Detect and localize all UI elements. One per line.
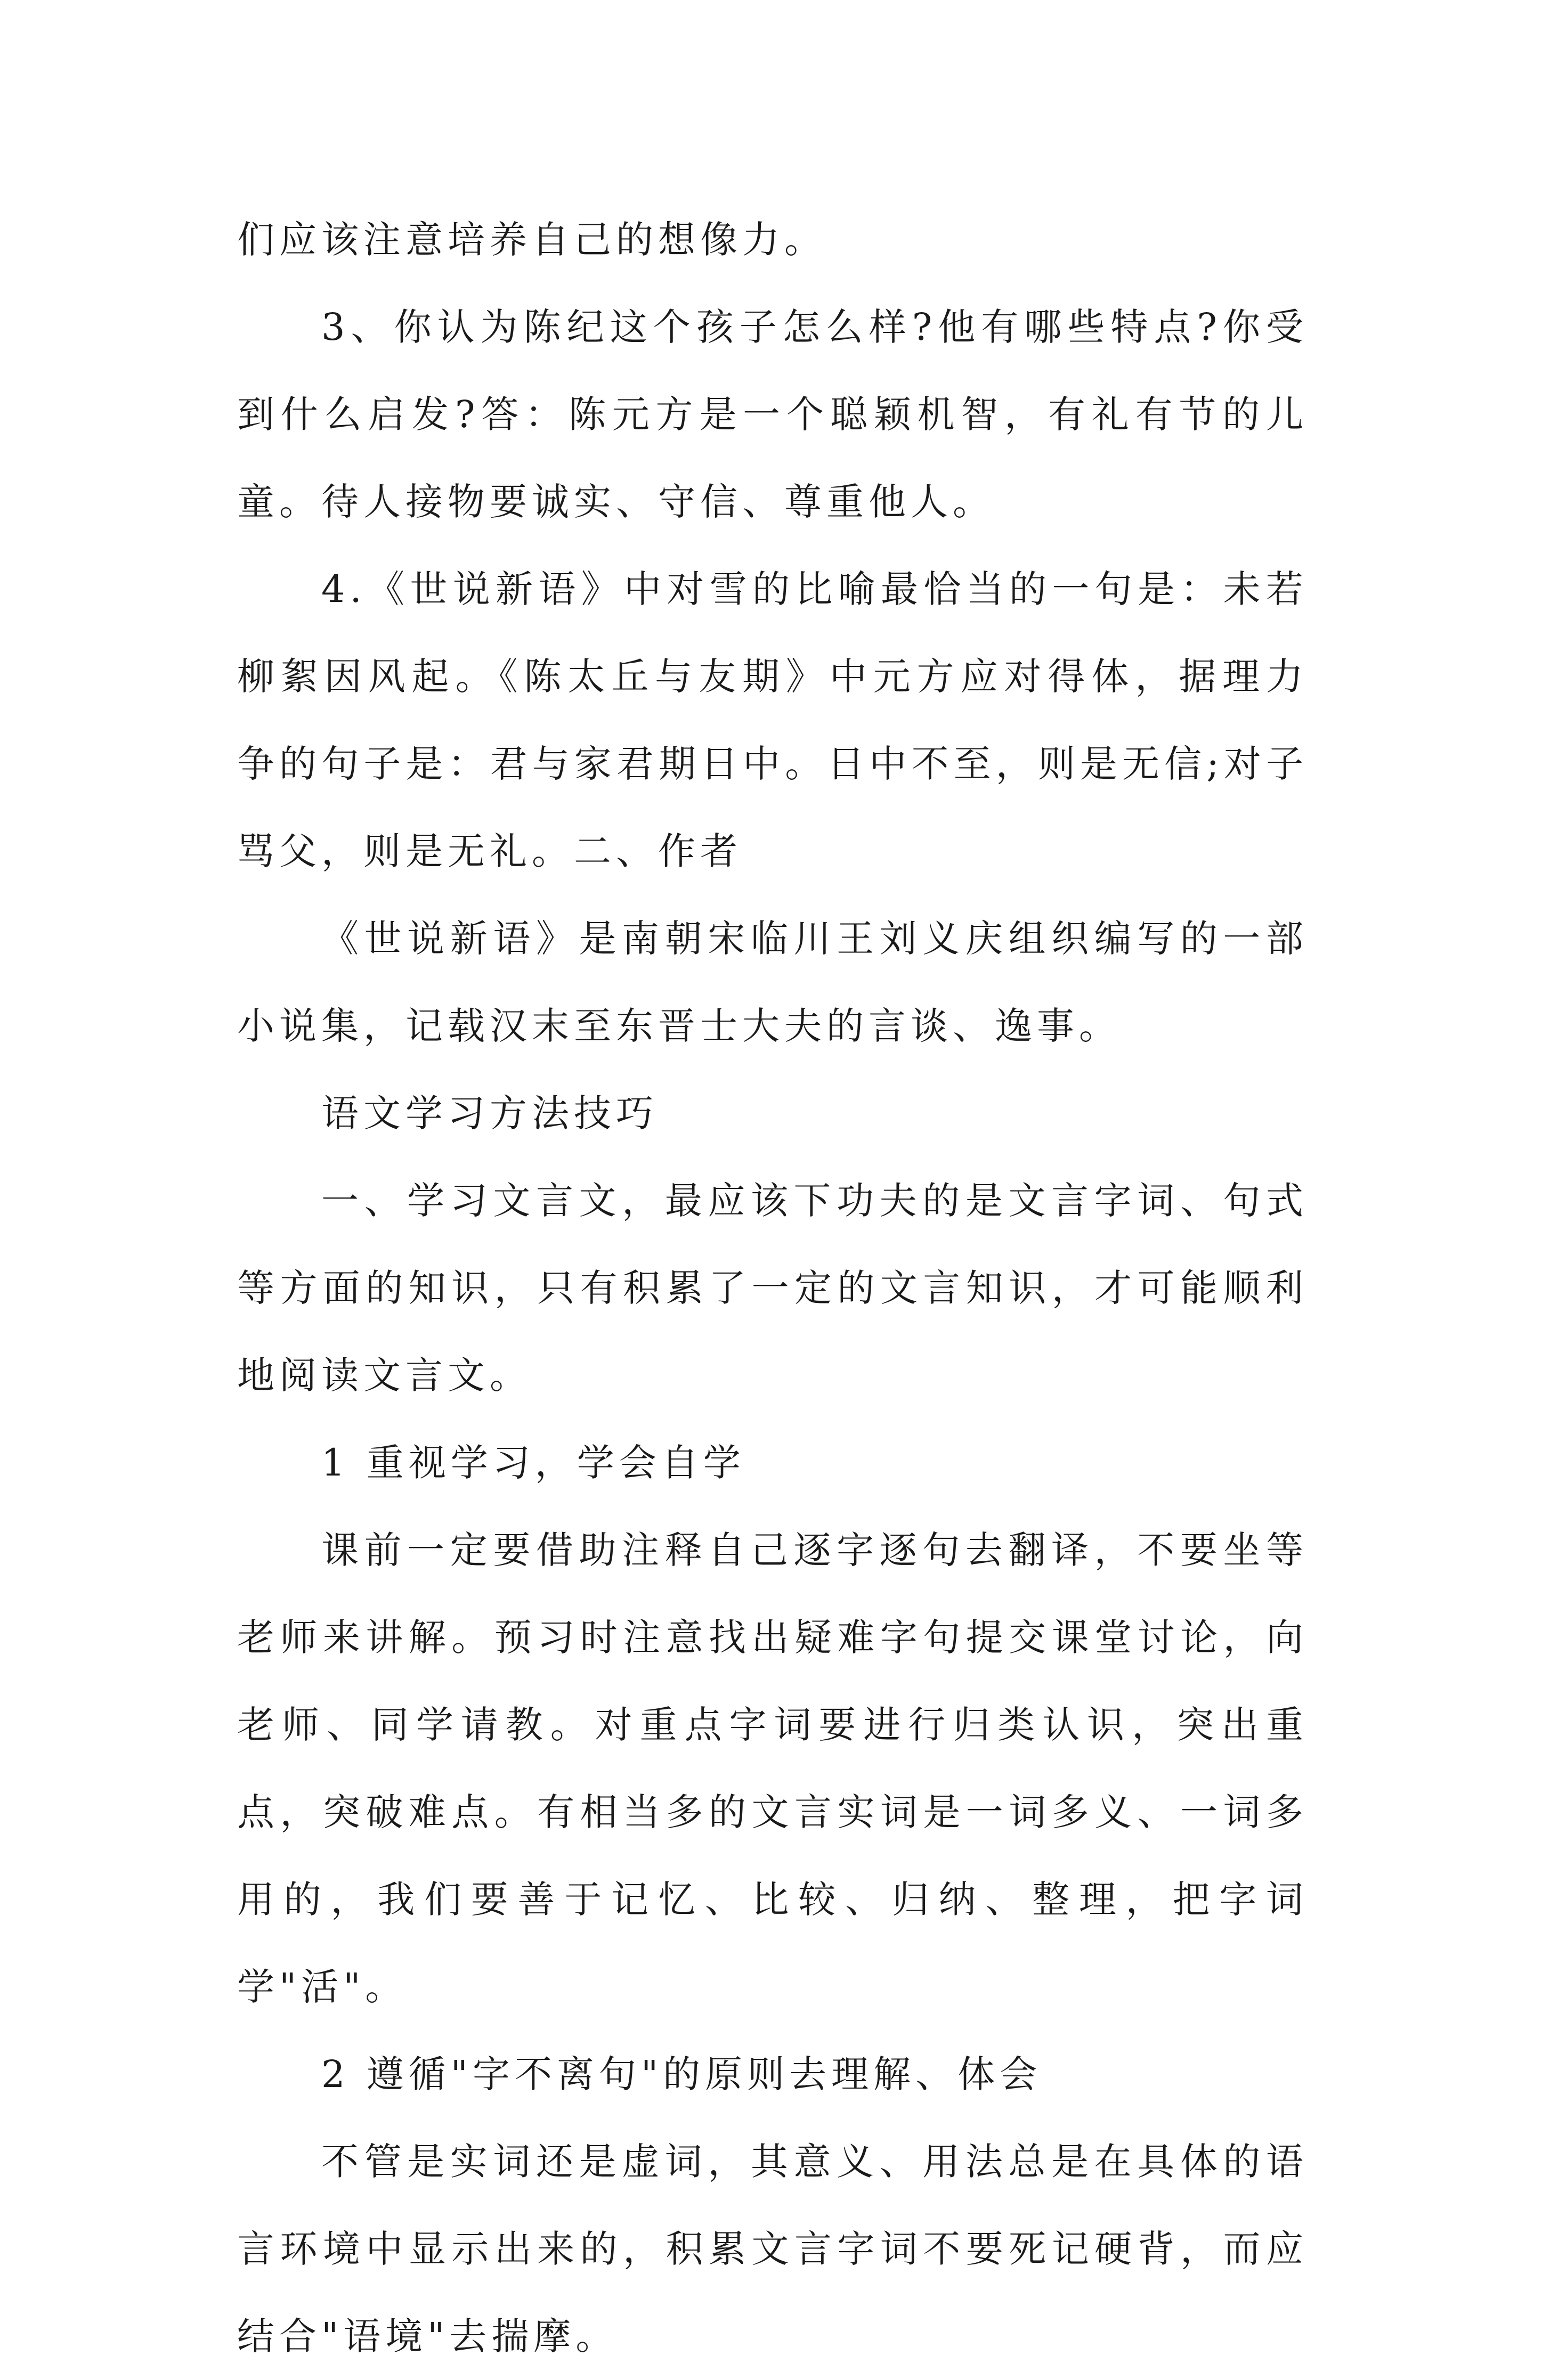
paragraph-question-4: 4.《世说新语》中对雪的比喻最恰当的一句是：未若柳絮因风起。《陈太丘与友期》中元方应对得体，据理力争的句子是：君与家君期日中。日中不至，则是无信;对子骂父，则是无礼。二、作者 [237, 567, 1308, 873]
document-body [237, 196, 1308, 2380]
subheading-1: 1 重视学习，学会自学 [321, 1441, 745, 1485]
section-heading: 语文学习方法技巧 [321, 1091, 658, 1135]
paragraph-question-3: 3、你认为陈纪这个孩子怎么样?他有哪些特点?你受到什么启发?答：陈元方是一个聪颖机智，有礼有节的儿童。待人接物要诚实、守信、尊重他人。 [237, 305, 1308, 524]
paragraph-context: 不管是实词还是虚词，其意义、用法总是在具体的语言环境中显示出来的，积累文言字词不要死记硬背，而应结合"语境"去揣摩。 [237, 2140, 1308, 2358]
paragraph-method-1: 一、学习文言文，最应该下功夫的是文言字词、句式等方面的知识，只有积累了一定的文言知识，才可能顺利地阅读文言文。 [237, 1179, 1308, 1397]
paragraph-self-study: 课前一定要借助注释自己逐字逐句去翻译，不要坐等老师来讲解。预习时注意找出疑难字句提交课堂讨论，向老师、同学请教。对重点字词要进行归类认识，突出重点，突破难点。有相当多的文言实词是一词多义、一词多用的，我们要善于记忆、比较、归纳、整理，把字词学"活"。 [237, 1528, 1308, 2009]
paragraph-continuation: 们应该注意培养自己的想像力。 [237, 218, 826, 262]
subheading-2: 2 遵循"字不离句"的原则去理解、体会 [321, 2052, 1042, 2096]
paragraph-author: 《世说新语》是南朝宋临川王刘义庆组织编写的一部小说集，记载汉末至东晋士大夫的言谈、逸事。 [237, 917, 1308, 1048]
